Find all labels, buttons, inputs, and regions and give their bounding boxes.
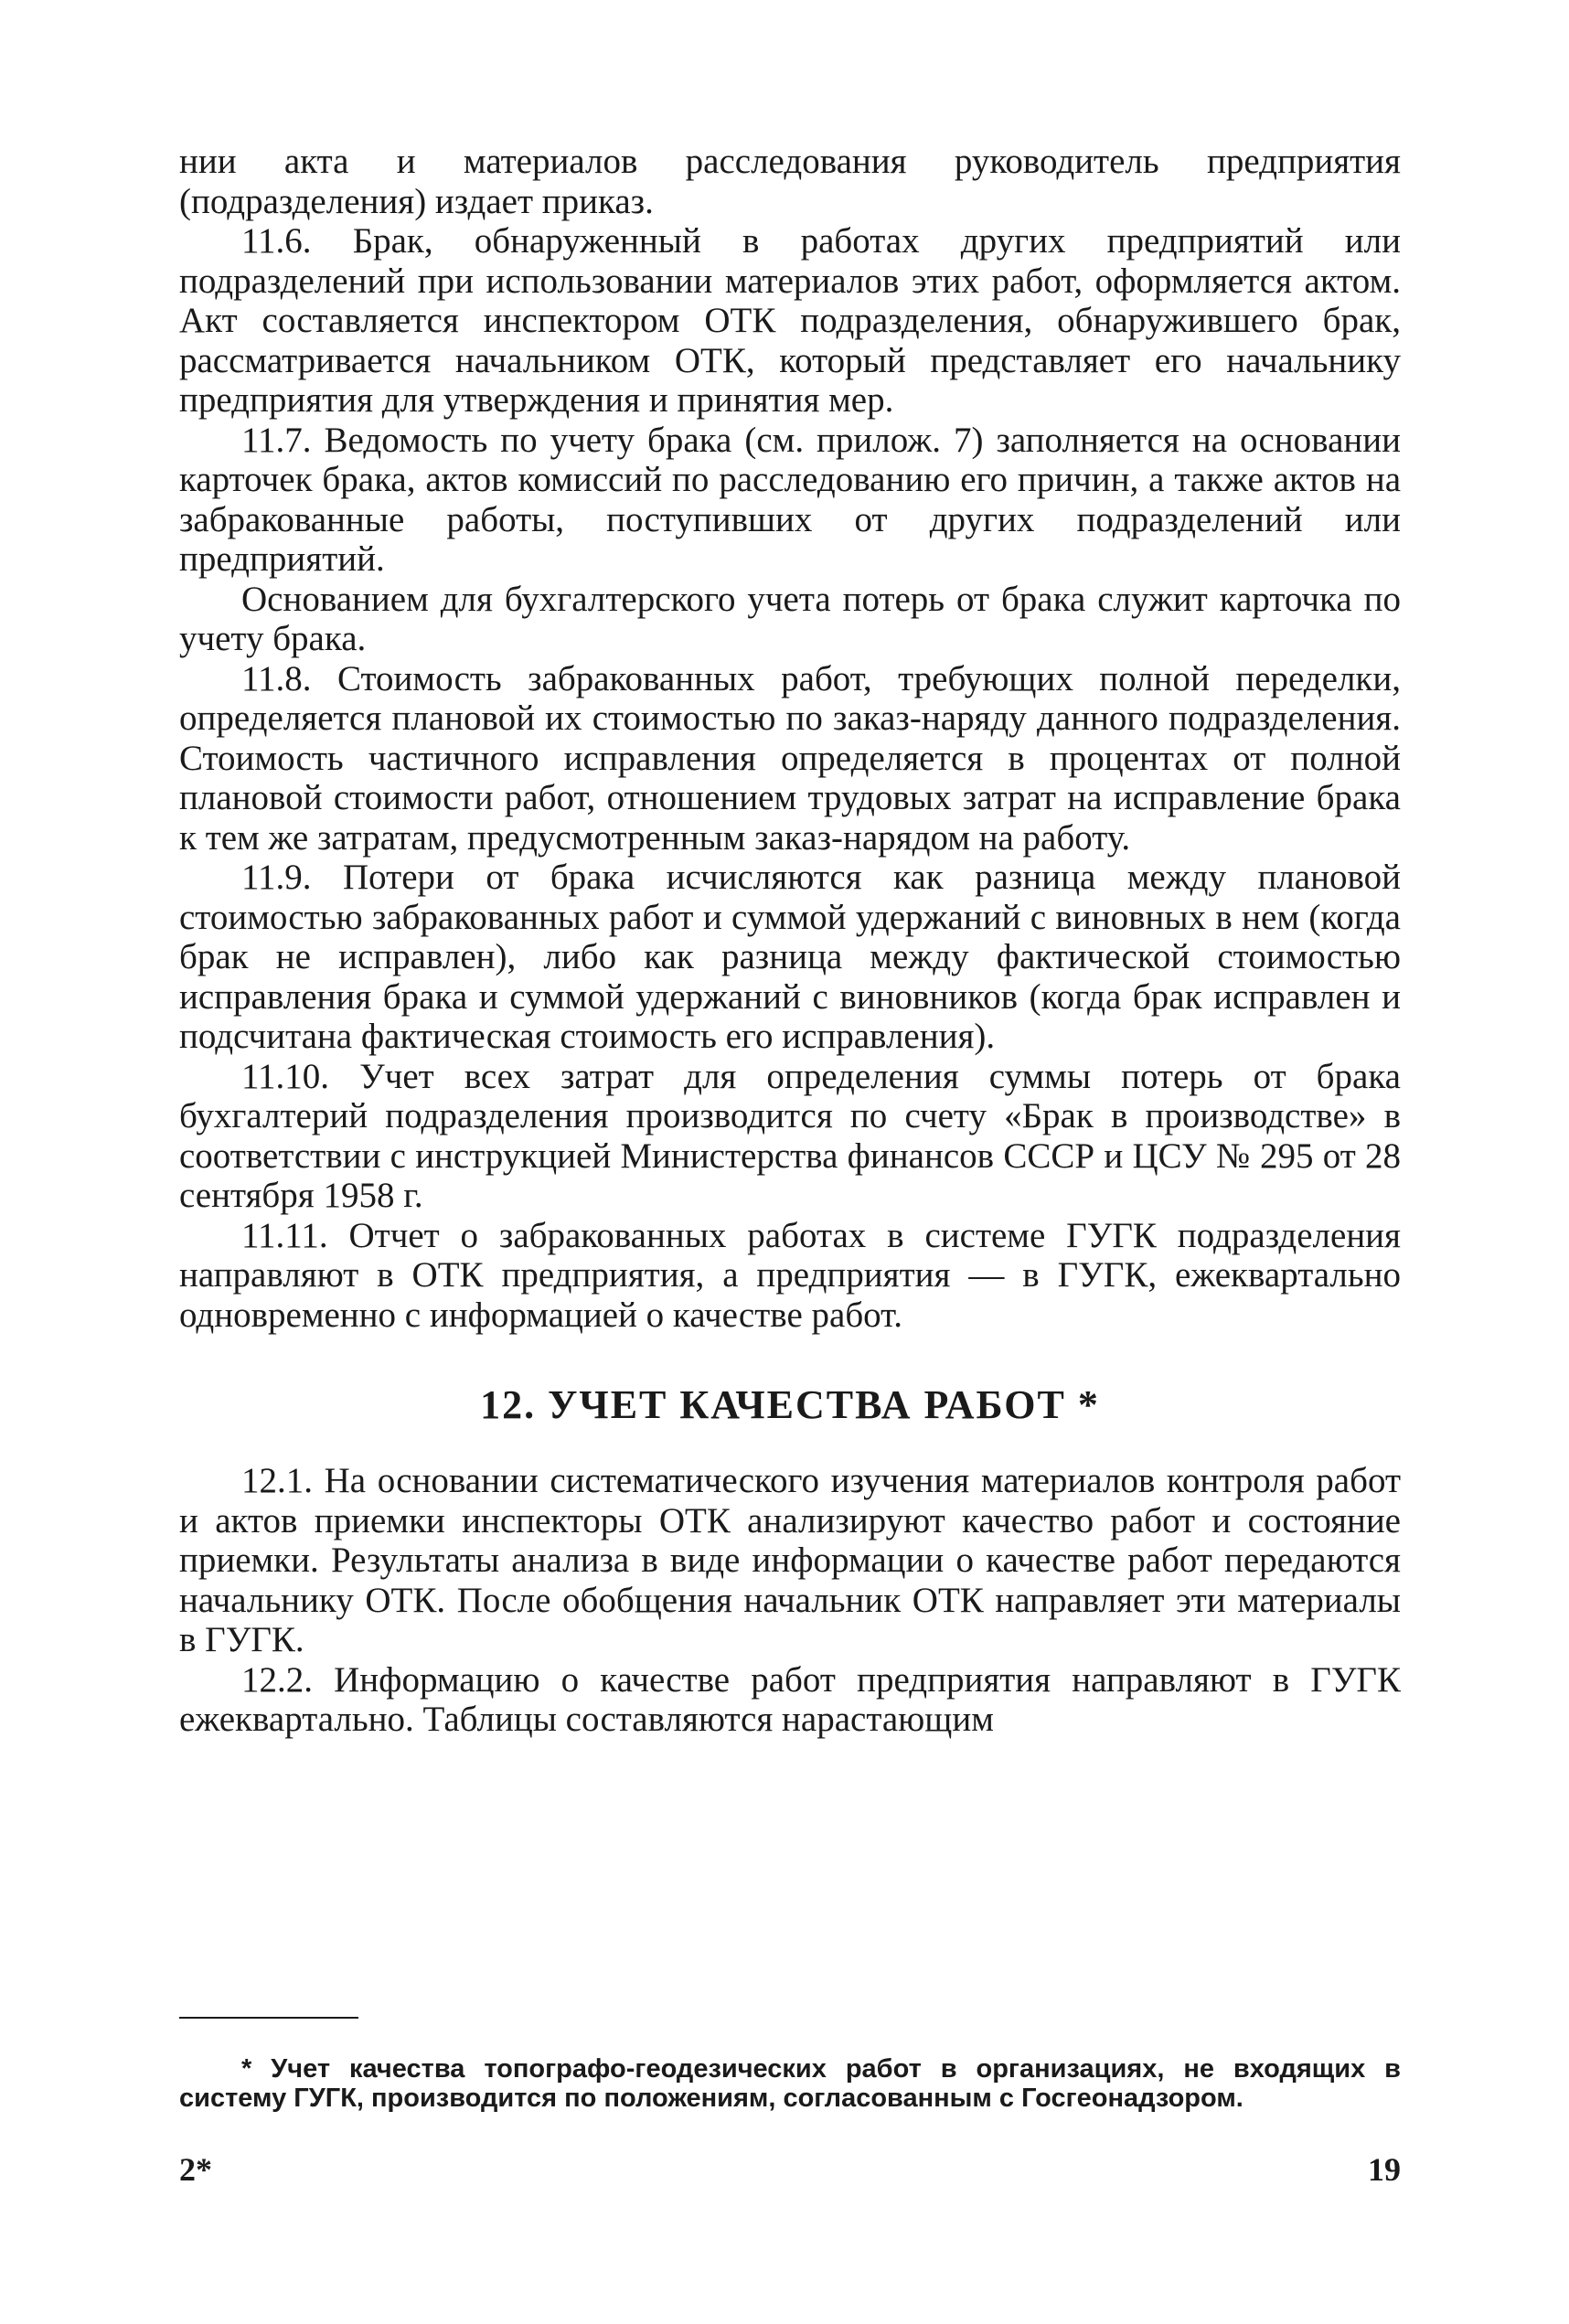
paragraph-11-7: 11.7. Ведомость по учету брака (см. прилож. 7) заполняется на основании карточек брака, актов комиссий по расследованию его причин, а также актов на забракованные работы, поступивших от других подразделений или предприятий. <box>179 420 1401 579</box>
section-heading: 12. УЧЕТ КАЧЕСТВА РАБОТ * <box>480 1382 1100 1427</box>
main-text <box>179 142 1401 1740</box>
paragraph-11-6: 11.6. Брак, обнаруженный в работах других предприятий или подразделений при использовании материалов этих работ, оформляется актом. Акт составляется инспектором ОТК подразделения, обнаружившего брак, рассматривается начальником ОТК, который представляет его начальнику предприятия для утверждения и принятия мер. <box>179 221 1401 420</box>
paragraph-12-2: 12.2. Информацию о качестве работ предприятия направляют в ГУГК ежеквартально. Таблицы составляются нарастающим <box>179 1659 1401 1739</box>
sheet-signature: 2* <box>179 2151 212 2188</box>
paragraph-11-10: 11.10. Учет всех затрат для определения суммы потерь от брака бухгалтерий подразделения производится по счету «Брак в производстве» в соответствии с инструкцией Министерства финансов СССР и ЦСУ № 295 от 28 сентября 1958 г. <box>179 1056 1401 1215</box>
paragraph-12-1: 12.1. На основании систематического изучения материалов контроля работ и актов приемки инспекторы ОТК анализируют качество работ и состояние приемки. Результаты анализа в виде информации о качестве работ передаются начальнику ОТК. После обобщения начальник ОТК направляет эти материалы в ГУГК. <box>179 1461 1401 1659</box>
footnote-divider <box>179 2017 358 2019</box>
paragraph-11-8: 11.8. Стоимость забракованных работ, требующих полной переделки, определяется плановой их стоимостью по заказ-наряду данного подразделения. Стоимость частичного исправления определяется в процентах от полной плановой стоимости работ, отношением трудовых затрат на исправление брака к тем же затратам, предусмотренным заказ-нарядом на работу. <box>179 658 1401 858</box>
paragraph-11-7-accounting: Основанием для бухгалтерского учета потерь от брака служит карточка по учету брака. <box>179 579 1401 658</box>
paragraph-11-9: 11.9. Потери от брака исчисляются как разница между плановой стоимостью забракованных работ и суммой удержаний с виновных в нем (когда брак не исправлен), либо как разница между фактической стоимостью исправления брака и суммой удержаний с виновников (когда брак исправлен и подсчитана фактическая стоимость его исправления). <box>179 858 1401 1056</box>
paragraph-11-11: 11.11. Отчет о забракованных работах в системе ГУГК подразделения направляют в ОТК предприятия, а предприятия — в ГУГК, ежеквартально одновременно с информацией о качестве работ. <box>179 1215 1401 1335</box>
footnote: * Учет качества топографо-геодезических работ в организациях, не входящих в систему ГУГК, производится по положениям, согласованным с Госгеонадзором. <box>179 2054 1401 2113</box>
paragraph-continued: нии акта и материалов расследования руководитель предприятия (подразделения) издает приказ. <box>179 142 1401 221</box>
page-number: 19 <box>1368 2151 1401 2188</box>
